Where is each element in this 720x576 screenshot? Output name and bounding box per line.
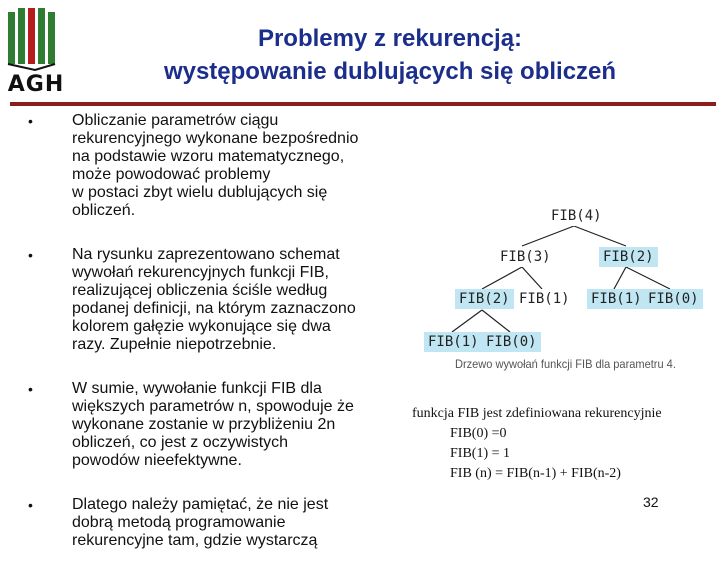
agh-logo-text: AGH [7, 72, 65, 97]
definition-line: FIB(0) =0 [450, 426, 507, 441]
tree-edge [522, 267, 542, 289]
bullet-marker: • [28, 381, 33, 397]
fib-definition [412, 404, 662, 484]
recursion-tree [418, 205, 708, 380]
bullet-line: na podstawie wzoru matematycznego, [72, 148, 345, 165]
agh-logo-mark [6, 6, 64, 72]
tree-node: FIB(0) [644, 289, 703, 309]
tree-edge [522, 226, 574, 246]
tree-node: FIB(2) [599, 247, 658, 267]
bullet-line: rekurencyjnego wykonane bezpośrednio [72, 130, 359, 147]
bullet-line: rekurencyjne tam, gdzie wystarczą [72, 532, 318, 549]
tree-edge [626, 267, 670, 289]
tree-node: FIB(4) [547, 206, 606, 226]
bullet-line: dobrą metodą programowanie [72, 514, 286, 531]
bullet-marker: • [28, 113, 33, 129]
tree-edge [574, 226, 626, 246]
tree-node: FIB(1) [587, 289, 646, 309]
bullet-line: wykonane zostanie w przybliżeniu 2n [72, 416, 336, 433]
slide-title [80, 22, 700, 88]
page-number: 32 [643, 494, 659, 510]
bullet-line: W sumie, wywołanie funkcji FIB dla [72, 380, 322, 397]
header-divider [10, 102, 716, 106]
bullet-line: większych parametrów n, spowoduje że [72, 398, 354, 415]
bullet-item [28, 112, 398, 220]
tree-node: FIB(3) [496, 247, 555, 267]
bullet-line: razy. Zupełnie niepotrzebnie. [72, 336, 277, 353]
tree-edge [614, 267, 626, 289]
bullet-list [28, 112, 398, 576]
bullet-item [28, 496, 398, 550]
definition-line: FIB(1) = 1 [450, 446, 511, 461]
tree-edge [452, 310, 482, 332]
tree-caption: Drzewo wywołań funkcji FIB dla parametru 4. [455, 357, 676, 371]
definition-line: FIB (n) = FIB(n-1) + FIB(n-2) [450, 466, 621, 481]
bullet-line: kolorem gałęzie wykonujące się dwa [72, 318, 331, 335]
bullet-item [28, 380, 398, 470]
bullet-marker: • [28, 497, 33, 513]
bullet-line: Dlatego należy pamiętać, że nie jest [72, 496, 329, 513]
bullet-line: powodów nieefektywne. [72, 452, 242, 469]
bullet-line: obliczeń. [72, 202, 136, 219]
title-line-2: występowanie dublujących się obliczeń [163, 58, 617, 85]
bullet-line: Na rysunku zaprezentowano schemat [72, 246, 340, 263]
bullet-line: Obliczanie parametrów ciągu [72, 112, 279, 129]
tree-node: FIB(1) [515, 289, 574, 309]
bullet-line: w postaci zbyt wielu dublujących się [72, 184, 328, 201]
bullet-marker: • [28, 247, 33, 263]
tree-node: FIB(1) [424, 332, 483, 352]
tree-node: FIB(2) [455, 289, 514, 309]
title-line-1: Problemy z rekurencją: [257, 25, 523, 52]
tree-edge [482, 267, 522, 289]
definition-intro: funkcja FIB jest zdefiniowana rekurencyjnie [412, 406, 662, 421]
bullet-item [28, 246, 398, 354]
bullet-line: może powodować problemy [72, 166, 271, 183]
bullet-line: podanej definicji, na którym zaznaczono [72, 300, 356, 317]
bullet-line: wywołań rekurencyjnych funkcji FIB, [72, 264, 329, 281]
tree-edge [482, 310, 510, 332]
bullet-line: obliczeń, co jest z oczywistych [72, 434, 289, 451]
tree-node: FIB(0) [482, 332, 541, 352]
bullet-line: realizującej obliczenia ściśle według [72, 282, 328, 299]
